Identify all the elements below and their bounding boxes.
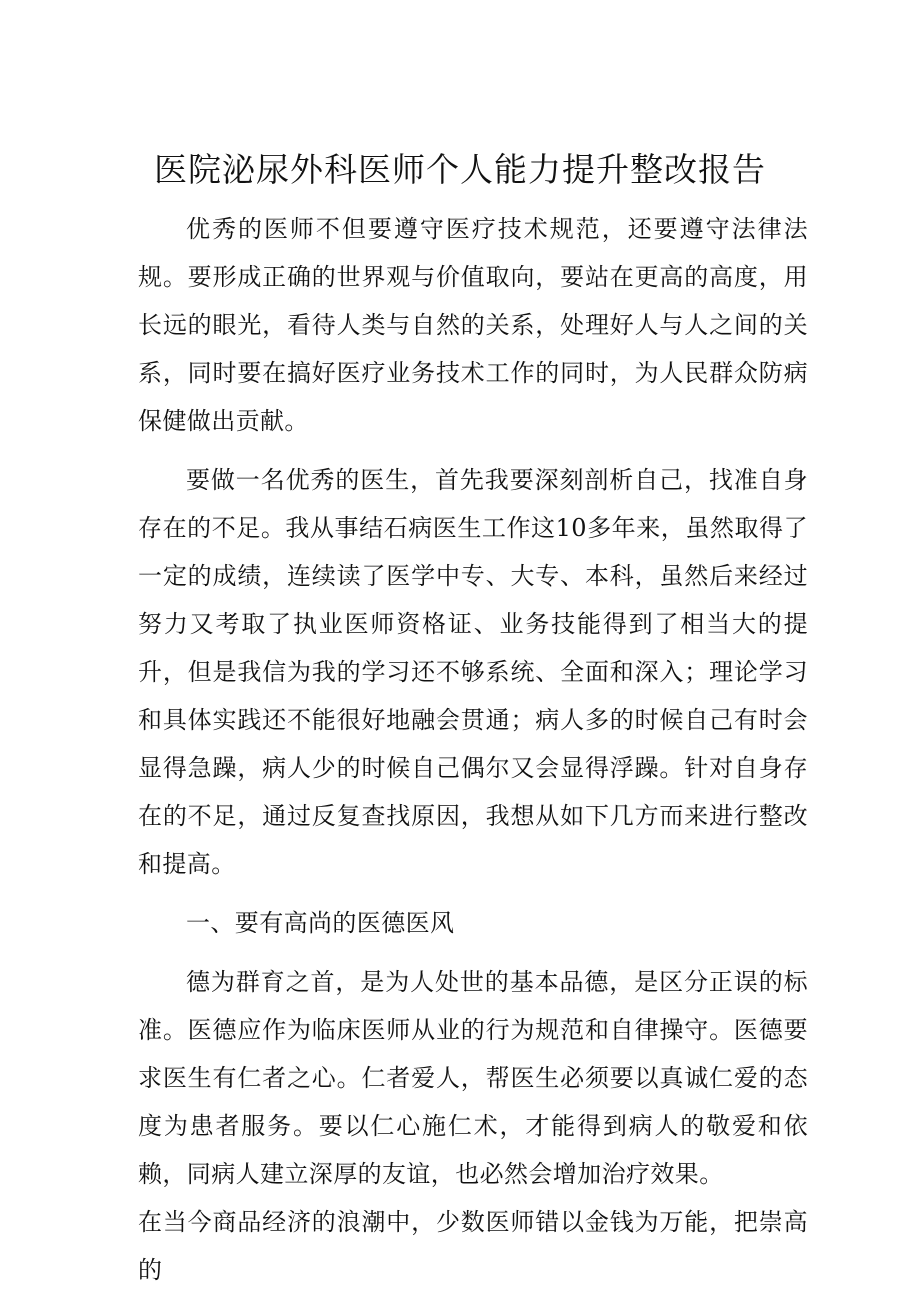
section-heading-medical-ethics: 一、要有高尚的医德医风 bbox=[186, 909, 455, 937]
document-title: 医院泌尿外科医师个人能力提升整改报告 bbox=[154, 150, 766, 189]
document-body bbox=[138, 205, 808, 1294]
paragraph-self-analysis: 要做一名优秀的医生，首先我要深刻剖析自己，找准自身存在的不足。我从事结石病医生工作这10多年来，虽然取得了一定的成绩，连续读了医学中专、大专、本科，虽然后来经过努力又考取了执业医师资格证、业务技能得到了相当大的提升，但是我信为我的学习还不够系统、全面和深入；理论学习和具体实践还不能很好地融会贯通；病人多的时候自己有时会显得急躁，病人少的时候自己偶尔又会显得浮躁。针对自身存在的不足，通过反复查找原因，我想从如下几方而来进行整改和提高。 bbox=[138, 466, 808, 878]
paragraph-commercial-economy: 在当今商品经济的浪潮中，少数医师错以金钱为万能，把崇高的 bbox=[138, 1208, 808, 1284]
paragraph-medical-ethics: 德为群育之首，是为人处世的基本品德，是区分正误的标准。医德应作为临床医师从业的行为规范和自律操守。医德要求医生有仁者之心。仁者爱人，帮医生必须要以真诚仁爱的态度为患者服务。要以仁心施仁术，才能得到病人的敬爱和依赖，同病人建立深厚的友谊，也必然会增加治疗效果。 bbox=[138, 968, 808, 1188]
paragraph-intro: 优秀的医师不但要遵守医疗技术规范，还要遵守法律法规。要形成正确的世界观与价值取向，要站在更高的高度，用长远的眼光，看待人类与自然的关系，处理好人与人之间的关系，同时要在搞好医疗业务技术工作的同时，为人民群众防病保健做出贡献。 bbox=[138, 215, 808, 435]
